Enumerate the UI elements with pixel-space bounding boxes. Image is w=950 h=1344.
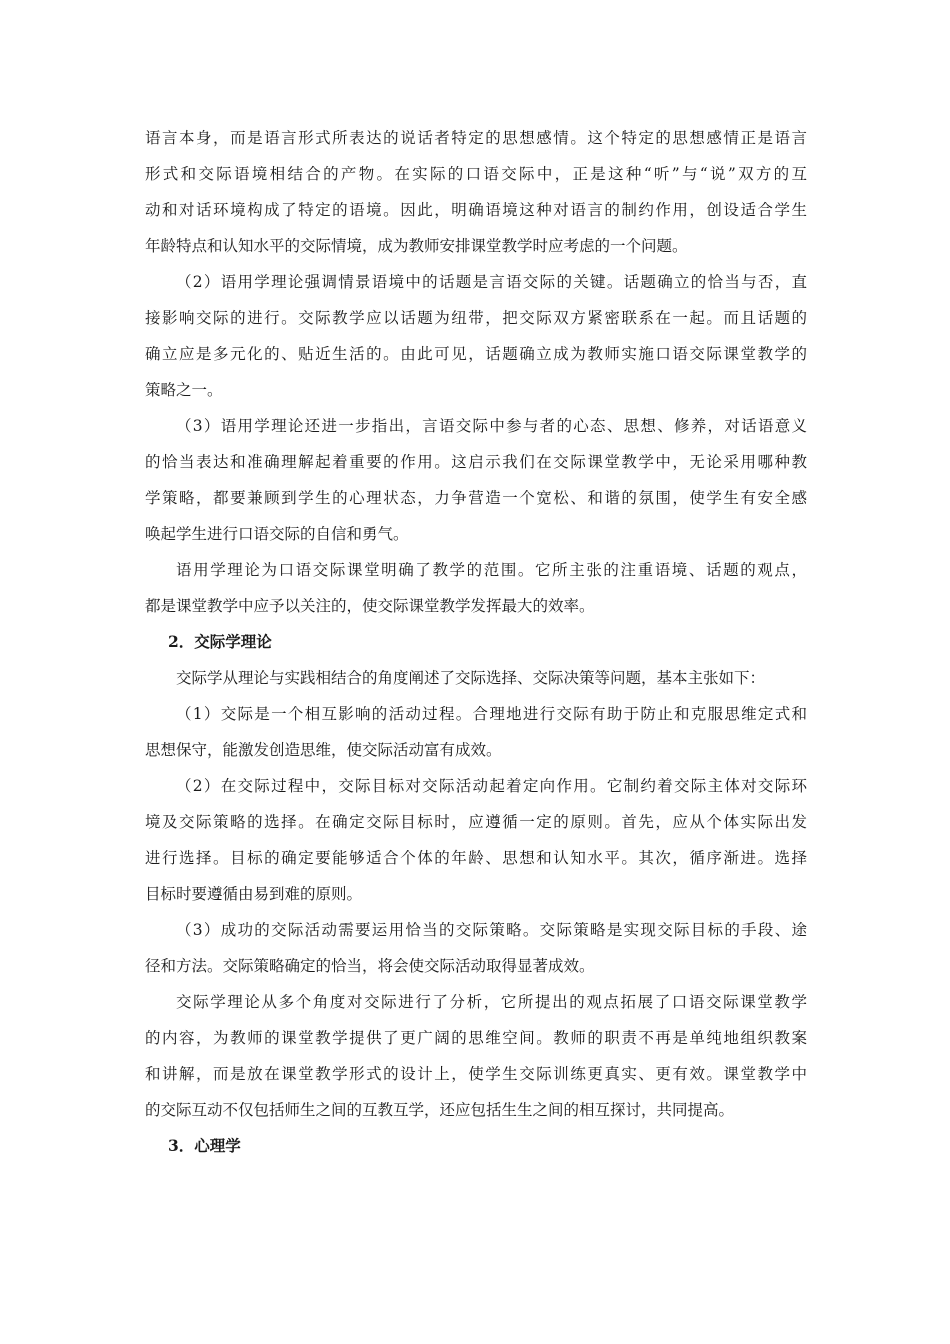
text-line: 语言本身，而是语言形式所表达的说话者特定的思想感情。这个特定的思想感情正是语言 <box>145 129 807 147</box>
text-line: 目标时要遵循由易到难的原则。 <box>145 885 363 903</box>
paragraph <box>145 660 807 696</box>
text-line: 思想保守，能激发创造思维，使交际活动富有成效。 <box>145 741 502 759</box>
text-line: （2）在交际过程中，交际目标对交际活动起着定向作用。它制约着交际主体对交际环 <box>176 777 807 795</box>
section-heading: 2．交际学理论 <box>168 632 272 651</box>
text-line: 动和对话环境构成了特定的语境。因此，明确语境这种对语言的制约作用，创设适合学生 <box>145 201 807 219</box>
paragraph <box>145 912 807 984</box>
text-line: 策略之一。 <box>145 381 223 399</box>
paragraph <box>145 696 807 768</box>
paragraph <box>145 120 807 264</box>
paragraph <box>145 768 807 912</box>
text-line: 境及交际策略的选择。在确定交际目标时，应遵循一定的原则。首先，应从个体实际出发 <box>145 813 807 831</box>
text-line: 年龄特点和认知水平的交际情境，成为教师安排课堂教学时应考虑的一个问题。 <box>145 237 688 255</box>
text-line: 学策略，都要兼顾到学生的心理状态，力争营造一个宽松、和谐的氛围，使学生有安全感 <box>145 489 807 507</box>
paragraph <box>145 552 807 624</box>
text-line: 径和方法。交际策略确定的恰当，将会使交际活动取得显著成效。 <box>145 957 595 975</box>
section-heading: 3．心理学 <box>168 1136 241 1155</box>
text-line: 都是课堂教学中应予以关注的，使交际课堂教学发挥最大的效率。 <box>145 597 595 615</box>
text-line: 交际学理论从多个角度对交际进行了分析，它所提出的观点拓展了口语交际课堂教学 <box>176 993 807 1011</box>
text-line: 形式和交际语境相结合的产物。在实际的口语交际中，正是这种“听”与“说”双方的互 <box>145 165 807 183</box>
text-line: 确立应是多元化的、贴近生活的。由此可见，话题确立成为教师实施口语交际课堂教学的 <box>145 345 807 363</box>
paragraph <box>145 264 807 408</box>
text-line: 交际学从理论与实践相结合的角度阐述了交际选择、交际决策等问题，基本主张如下： <box>176 669 766 687</box>
text-line: （3）语用学理论还进一步指出，言语交际中参与者的心态、思想、修养，对话语意义 <box>176 417 807 435</box>
text-line: 唤起学生进行口语交际的自信和勇气。 <box>145 525 409 543</box>
paragraph <box>145 408 807 552</box>
text-line: 进行选择。目标的确定要能够适合个体的年龄、思想和认知水平。其次，循序渐进。选择 <box>145 849 807 867</box>
paragraph <box>145 984 807 1128</box>
text-line: 的内容，为教师的课堂教学提供了更广阔的思维空间。教师的职责不再是单纯地组织教案 <box>145 1029 807 1047</box>
text-line: （2）语用学理论强调情景语境中的话题是言语交际的关键。话题确立的恰当与否，直 <box>176 273 807 291</box>
text-line: 语用学理论为口语交际课堂明确了教学的范围。它所主张的注重语境、话题的观点， <box>176 561 807 579</box>
text-line: 接影响交际的进行。交际教学应以话题为纽带，把交际双方紧密联系在一起。而且话题的 <box>145 309 807 327</box>
text-line: 的交际互动不仅包括师生之间的互教互学，还应包括生生之间的相互探讨，共同提高。 <box>145 1101 735 1119</box>
text-line: 和讲解，而是放在课堂教学形式的设计上，使学生交际训练更真实、更有效。课堂教学中 <box>145 1065 807 1083</box>
text-line: （1）交际是一个相互影响的活动过程。合理地进行交际有助于防止和克服思维定式和 <box>176 705 807 723</box>
text-line: （3）成功的交际活动需要运用恰当的交际策略。交际策略是实现交际目标的手段、途 <box>176 921 807 939</box>
document-page <box>145 120 807 1164</box>
text-line: 的恰当表达和准确理解起着重要的作用。这启示我们在交际课堂教学中，无论采用哪种教 <box>145 453 807 471</box>
